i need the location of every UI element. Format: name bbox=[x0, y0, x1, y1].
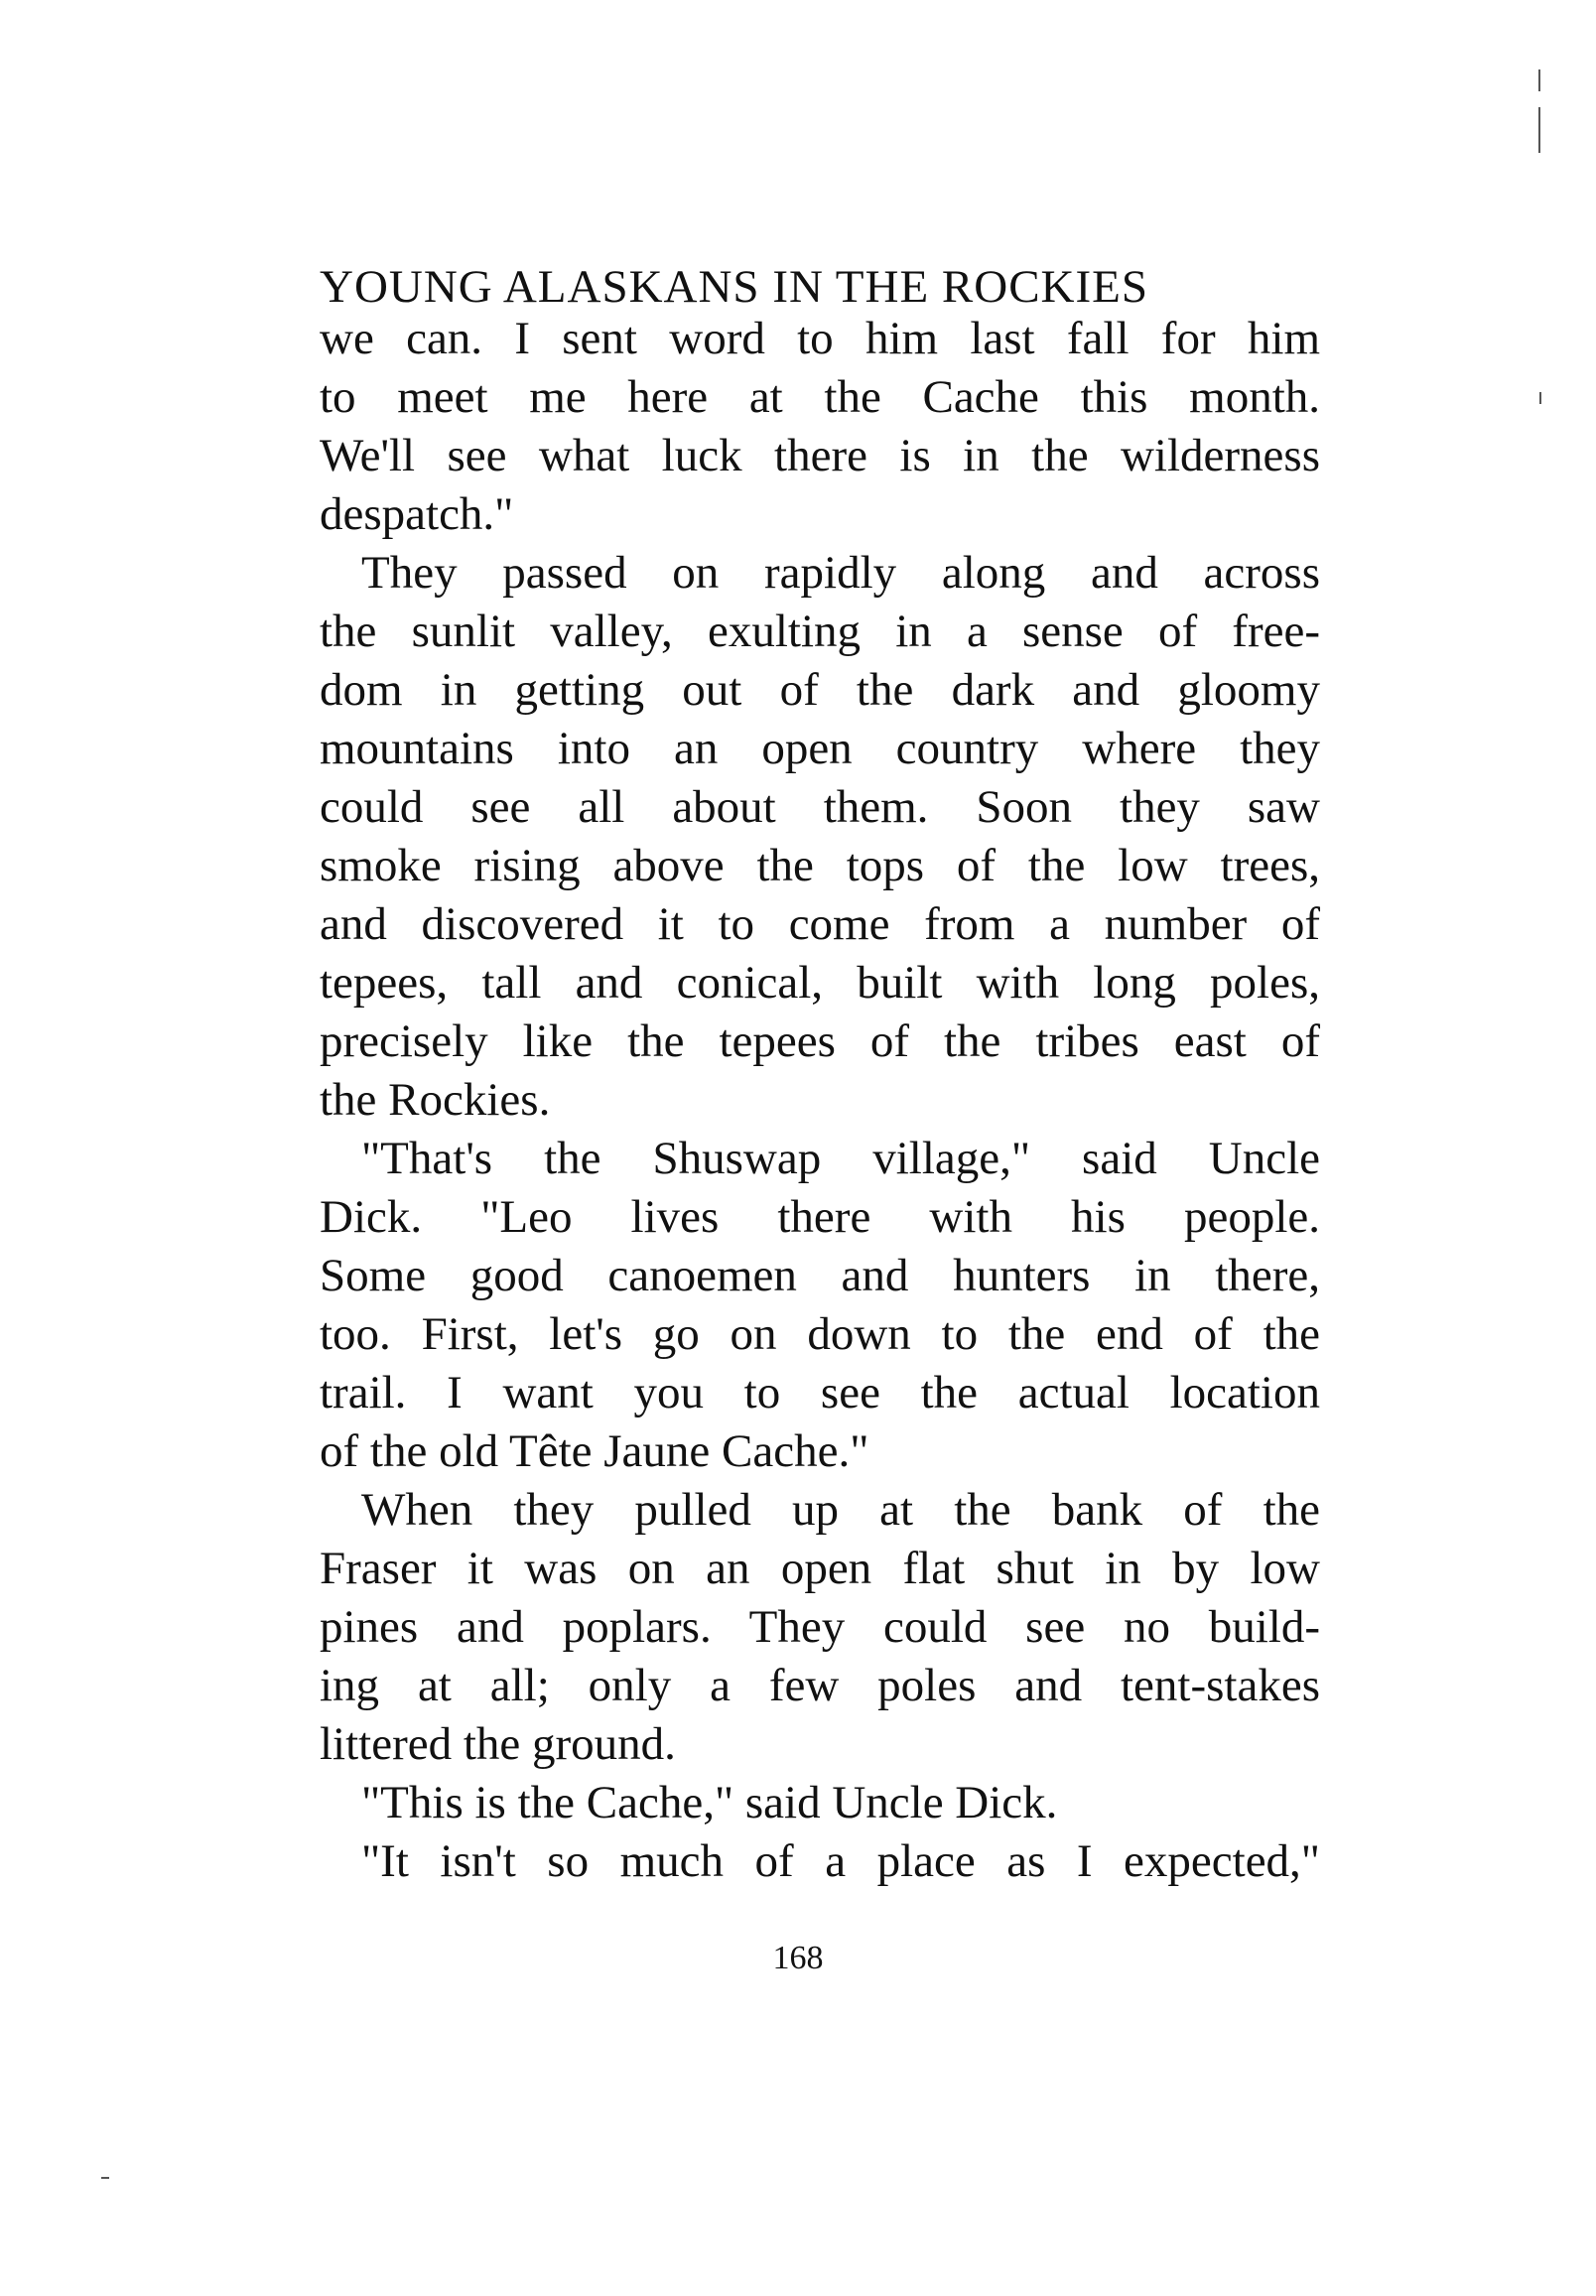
paragraph bbox=[320, 1832, 1320, 1891]
body-text bbox=[320, 310, 1320, 1891]
text-line: "That's the Shuswap village," said Uncle bbox=[361, 1133, 1320, 1184]
text-line: trail. I want you to see the actual location bbox=[320, 1367, 1320, 1418]
text-line: Fraser it was on an open flat shut in by low bbox=[320, 1543, 1320, 1594]
paragraph bbox=[320, 1130, 1320, 1481]
text-line: we can. I sent word to him last fall for him bbox=[320, 313, 1320, 364]
text-line: ing at all; only a few poles and tent-stakes bbox=[320, 1660, 1320, 1711]
scan-speck bbox=[101, 2177, 109, 2179]
text-line: Some good canoemen and hunters in there, bbox=[320, 1250, 1320, 1301]
text-line: "This is the Cache," said Uncle Dick. bbox=[361, 1777, 1058, 1828]
text-line: despatch." bbox=[320, 488, 514, 540]
text-line: They passed on rapidly along and across bbox=[361, 547, 1320, 599]
text-line: littered the ground. bbox=[320, 1718, 676, 1770]
text-line: the Rockies. bbox=[320, 1074, 551, 1126]
page-number: 168 bbox=[772, 1940, 824, 1976]
text-line: We'll see what luck there is in the wilderness bbox=[320, 430, 1320, 481]
text-line: the sunlit valley, exulting in a sense of free- bbox=[320, 606, 1320, 657]
text-line: precisely like the tepees of the tribes east of bbox=[320, 1015, 1320, 1067]
text-line: of the old Tête Jaune Cache." bbox=[320, 1425, 869, 1477]
paragraph bbox=[320, 1774, 1320, 1832]
text-line: dom in getting out of the dark and gloomy bbox=[320, 664, 1320, 716]
text-line: could see all about them. Soon they saw bbox=[320, 781, 1320, 833]
paragraph bbox=[320, 1481, 1320, 1774]
paragraph bbox=[320, 310, 1320, 544]
running-header: YOUNG ALASKANS IN THE ROCKIES bbox=[320, 261, 1148, 313]
scan-speck bbox=[1538, 69, 1540, 91]
scan-speck bbox=[1539, 392, 1541, 404]
text-line: to meet me here at the Cache this month. bbox=[320, 371, 1320, 423]
text-line: When they pulled up at the bank of the bbox=[361, 1484, 1320, 1536]
text-line: pines and poplars. They could see no build- bbox=[320, 1601, 1320, 1653]
text-line: mountains into an open country where they bbox=[320, 723, 1320, 774]
text-line: too. First, let's go on down to the end of the bbox=[320, 1308, 1320, 1360]
text-line: smoke rising above the tops of the low trees, bbox=[320, 840, 1320, 891]
text-line: tepees, tall and conical, built with long poles, bbox=[320, 957, 1320, 1009]
text-line: and discovered it to come from a number of bbox=[320, 898, 1320, 950]
text-line: "It isn't so much of a place as I expected," bbox=[361, 1835, 1320, 1887]
scan-speck bbox=[1538, 107, 1540, 153]
text-line: Dick. "Leo lives there with his people. bbox=[320, 1191, 1320, 1243]
paragraph bbox=[320, 544, 1320, 1130]
